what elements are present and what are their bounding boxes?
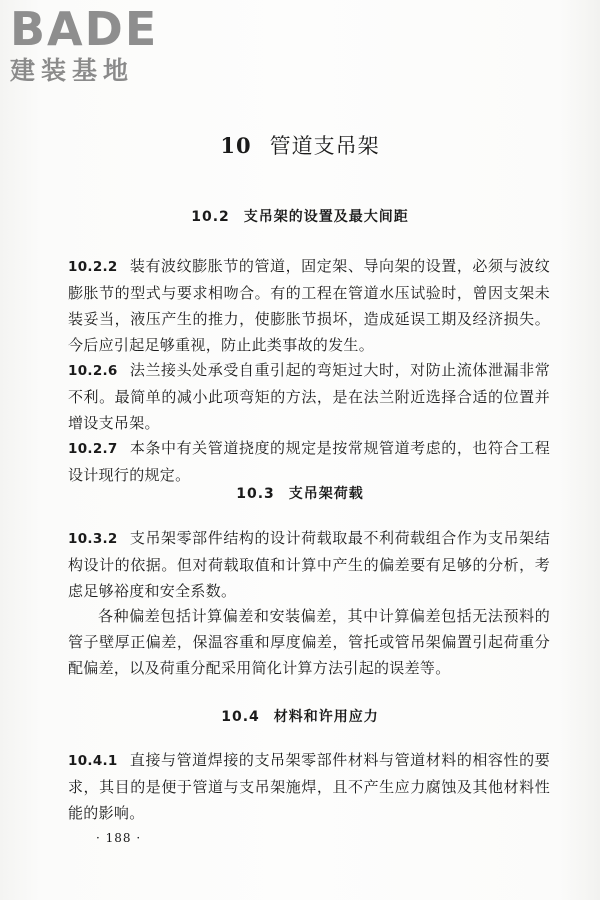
clause-number: 10.2.6 [68, 363, 118, 379]
paragraph-text: 各种偏差包括计算偏差和安装偏差，其中计算偏差包括无法预料的管子壁厚正偏差，保温容重和厚度偏差，管托或管吊架偏置引起荷重分配偏差，以及荷重分配采用简化计算方法引起的误差等。 [68, 607, 550, 677]
clause-text: 本条中有关管道挠度的规定是按常规管道考虑的，也符合工程设计现行的规定。 [68, 439, 550, 484]
clause-10-2-6 [68, 357, 550, 436]
clause-text: 支吊架零部件结构的设计荷载取最不利荷载组合作为支吊架结构设计的依据。但对荷载取值和计算中产生的偏差要有足够的分析，考虑足够裕度和安全系数。 [68, 529, 550, 600]
clause-number: 10.3.2 [68, 531, 118, 547]
clause-10-3-2-continuation [68, 603, 550, 681]
clause-text: 装有波纹膨胀节的管道，固定架、导向架的设置，必须与波纹膨胀节的型式与要求相吻合。有的工程在管道水压试验时，曾因支架未装妥当，液压产生的推力，使膨胀节损坏，造成延误工期及经济损失。今后应引起足够重视，防止此类事故的发生。 [68, 257, 550, 354]
clause-10-2-7 [68, 435, 550, 488]
clause-text: 直接与管道焊接的支吊架零部件材料与管道材料的相容性的要求，其目的是便于管道与支吊架施焊，且不产生应力腐蚀及其他材料性能的影响。 [68, 751, 550, 822]
watermark-logo [6, 4, 178, 86]
chapter-number: 10 [220, 133, 252, 158]
clause-number: 10.2.2 [68, 259, 118, 275]
section-number: 10.4 [221, 709, 260, 725]
chapter-title [0, 131, 600, 161]
section-title: 支吊架的设置及最大间距 [243, 209, 409, 225]
section-number: 10.2 [191, 209, 230, 225]
section-number: 10.3 [236, 486, 275, 502]
section-heading-10-2 [0, 207, 600, 227]
chapter-title-text: 管道支吊架 [269, 134, 380, 158]
clause-number: 10.2.7 [68, 441, 118, 457]
logo-chinese-text: 建装基地 [10, 56, 135, 85]
clause-text: 法兰接头处承受自重引起的弯矩过大时，对防止流体泄漏非常不利。最简单的减小此项弯矩的方法，是在法兰附近选择合适的位置并增设支吊架。 [68, 361, 550, 432]
page-number: · 188 · [96, 831, 142, 845]
logo-latin-text: BADE [10, 2, 159, 56]
section-title: 材料和许用应力 [273, 709, 379, 725]
clause-10-3-2 [68, 525, 550, 604]
clause-10-2-2 [68, 253, 550, 358]
section-title: 支吊架荷载 [288, 486, 364, 502]
clause-number: 10.4.1 [68, 753, 118, 769]
clause-10-4-1 [68, 747, 550, 826]
section-heading-10-4 [0, 707, 600, 727]
section-heading-10-3 [0, 484, 600, 504]
